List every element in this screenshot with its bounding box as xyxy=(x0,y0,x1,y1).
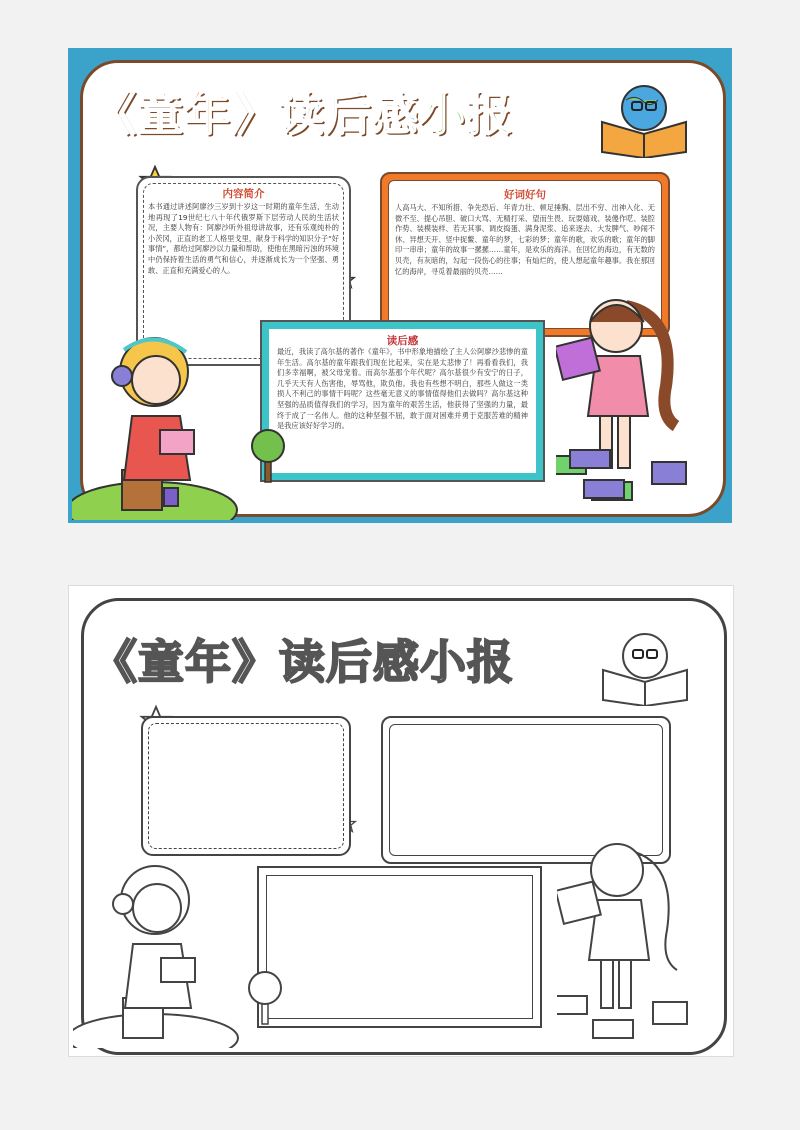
tree-outline-icon xyxy=(245,966,285,1026)
outline-newspaper-template xyxy=(68,585,734,1057)
book-stack-icon xyxy=(566,446,646,506)
newspaper-title xyxy=(90,78,513,144)
girl-reading-headphones-illustration xyxy=(72,320,262,520)
globe-reading-book-icon xyxy=(596,78,696,158)
globe-reading-book-outline-icon xyxy=(597,626,697,706)
blank-panel-center xyxy=(257,866,542,1028)
girl-reading-headphones-outline-illustration xyxy=(73,848,263,1048)
title-part3-outline: 小报 xyxy=(420,635,514,689)
title-part3: 小报 xyxy=(419,87,513,141)
intro-heading: 内容简介 xyxy=(222,188,265,200)
title-part1-outline: 《童年》 xyxy=(91,635,279,689)
blank-panel-left xyxy=(141,716,351,856)
review-heading: 读后感 xyxy=(386,335,419,347)
title-part1: 《童年》 xyxy=(90,87,278,141)
review-panel xyxy=(260,320,545,482)
intro-body: 本书通过讲述阿廖沙三岁到十岁这一时期的童年生活，生动地再现了19世纪七八十年代俄罗斯下层劳动人民的生活状况，主要人物有：阿廖沙听外祖母讲故事，还有乐观纯朴的小茨冈，正直的老工人格里戈里，献身于科学的知识分子“好事情”，都给过阿廖沙以力量和帮助，使他在黑暗污浊的环境中仍保持着生活的勇气和信心，并逐渐成长为一个坚强、勇敢、正直和充满爱心的人。 xyxy=(148,202,339,275)
newspaper-title-outline xyxy=(91,626,514,692)
good-words-body: 人高马大、不知所措、争先恐后、年青力壮、顿足捶胸、层出不穷、出神入化、无微不至、提心吊胆、破口大骂、无精打采、望而生畏、玩耍嬉戏、装傻作呓、装腔作势、装模装样、若无其事、调皮捣蛋、满身泥浆、追来逐去、大发脾气、吵闹不休、异想天开、竖中捉鳖、童年的梦，七彩的梦；童年的歌，欢乐的歌；童年的脚印一串串；童年的故事一摞摞……童年，是欢乐的海洋。在回忆的海边，有无数的贝壳，有灰暗的，勾起一段伤心的往事；有灿烂的，使人想起童年趣事。我在那回忆的海岸，寻觅着最丽的贝壳…… xyxy=(395,203,655,276)
review-body: 最近，我读了高尔基的著作《童年》，书中形象地描绘了主人公阿廖沙悲惨的童年生活。高尔基的童年跟我们现在比起来，实在是太悲惨了！再看看我们，我们多幸福啊，被父母宠着。而高尔基那个年代呢？高尔基很少有安宁的日子，几乎天天有人伤害他，辱骂他，欺负他。我也有些想不明白，那些人做这一类损人不利己的事情干吗呢？这些毫无意义的事情值得他们去做吗？高尔基这种坚强的品质值得我们的学习，因为童年的艰苦生活，他获得了坚强的力量，最终于成了一名伟人。他的这种坚强不屈，敢于面对困难并勇于克服苦难的精神是我应该好好学习的。 xyxy=(277,347,528,431)
girl-holding-book-outline-illustration xyxy=(557,830,707,1044)
colored-newspaper-template xyxy=(68,48,732,523)
good-words-heading: 好词好句 xyxy=(504,189,546,201)
tree-icon xyxy=(248,424,288,484)
title-part2-outline: 读后感 xyxy=(279,635,420,689)
title-part2: 读后感 xyxy=(278,87,419,141)
